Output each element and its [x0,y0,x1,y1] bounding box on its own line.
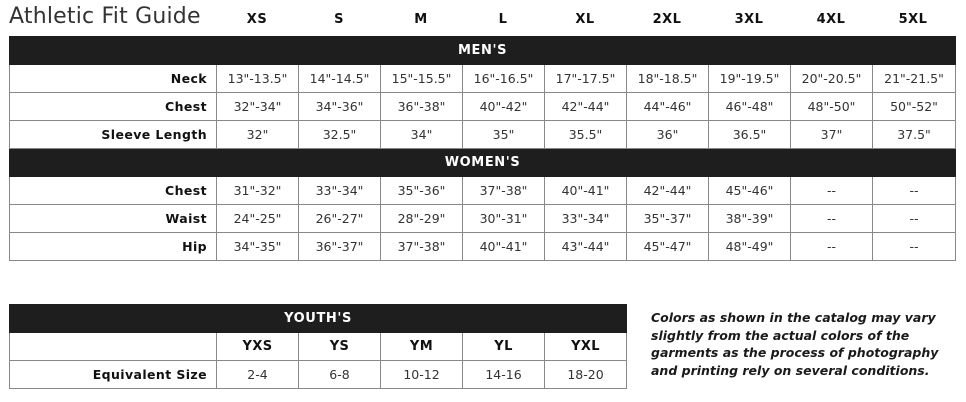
table-cell: 30"-31" [463,205,545,233]
size-header: XL [575,12,595,27]
page-title: Athletic Fit Guide [9,4,201,29]
size-header: YXS [217,333,299,361]
table-cell: 14"-14.5" [299,65,381,93]
size-header: L [498,12,508,27]
size-header: 4XL [816,12,846,27]
table-cell: 17"-17.5" [545,65,627,93]
color-disclaimer-note: Colors as shown in the catalog may vary slightly from the actual colors of the garments as the process of photography and printing rely on several conditions. [651,310,939,378]
table-row [10,361,627,389]
table-cell: 45"-47" [627,233,709,261]
table-cell: 37" [791,121,873,149]
table-cell: 40"-42" [463,93,545,121]
size-header: S [334,12,344,27]
table-cell: -- [791,233,873,261]
table-cell: 21"-21.5" [873,65,956,93]
table-row [10,233,956,261]
table-cell: 34" [381,121,463,149]
table-cell: 36"-37" [299,233,381,261]
youth-size-header-row [10,333,627,361]
table-cell: 38"-39" [709,205,791,233]
mens-heading: MEN'S [10,37,956,65]
table-cell: 14-16 [463,361,545,389]
table-cell: 26"-27" [299,205,381,233]
youth-section-header [10,305,627,333]
table-cell: -- [791,177,873,205]
table-cell: 34"-35" [217,233,299,261]
table-cell: 37"-38" [381,233,463,261]
table-cell: 16"-16.5" [463,65,545,93]
table-cell: 35"-36" [381,177,463,205]
table-cell: 35"-37" [627,205,709,233]
table-cell: 18-20 [545,361,627,389]
table-cell: 10-12 [381,361,463,389]
table-cell: -- [791,205,873,233]
size-header: M [414,12,428,27]
row-label: Sleeve Length [10,121,217,149]
size-header: 2XL [652,12,682,27]
youth-heading: YOUTH'S [10,305,627,333]
size-header: YS [299,333,381,361]
table-cell: 33"-34" [545,205,627,233]
table-cell: 28"-29" [381,205,463,233]
table-cell: 15"-15.5" [381,65,463,93]
table-cell: 45"-46" [709,177,791,205]
womens-section-header [10,149,956,177]
table-cell: 48"-49" [709,233,791,261]
size-header: 5XL [898,12,928,27]
table-cell: 32" [217,121,299,149]
size-header: YL [463,333,545,361]
row-label: Waist [10,205,217,233]
table-cell: 36" [627,121,709,149]
row-label: Hip [10,233,217,261]
row-label: Equivalent Size [10,361,217,389]
table-cell: 40"-41" [463,233,545,261]
row-label: Chest [10,177,217,205]
row-label: Chest [10,93,217,121]
size-header: YXL [545,333,627,361]
size-header: YM [381,333,463,361]
table-cell: 36.5" [709,121,791,149]
table-cell: 50"-52" [873,93,956,121]
table-row [10,121,956,149]
table-cell: 44"-46" [627,93,709,121]
table-cell: 19"-19.5" [709,65,791,93]
table-cell: -- [873,233,956,261]
table-cell: -- [873,205,956,233]
table-cell: 34"-36" [299,93,381,121]
table-row [10,93,956,121]
table-cell: 35" [463,121,545,149]
table-cell: 31"-32" [217,177,299,205]
size-header: XS [246,12,268,27]
table-cell: 32"-34" [217,93,299,121]
table-cell: 32.5" [299,121,381,149]
table-cell: 35.5" [545,121,627,149]
adult-size-table [9,36,956,261]
table-row [10,205,956,233]
table-cell: 18"-18.5" [627,65,709,93]
table-row [10,177,956,205]
table-cell: 6-8 [299,361,381,389]
table-cell: 37"-38" [463,177,545,205]
table-cell: 13"-13.5" [217,65,299,93]
table-cell: 42"-44" [627,177,709,205]
table-cell: 20"-20.5" [791,65,873,93]
table-cell: 36"-38" [381,93,463,121]
table-cell: 46"-48" [709,93,791,121]
table-cell: 48"-50" [791,93,873,121]
mens-section-header [10,37,956,65]
table-cell: 43"-44" [545,233,627,261]
table-cell: 37.5" [873,121,956,149]
table-cell: 24"-25" [217,205,299,233]
table-cell: 2-4 [217,361,299,389]
table-cell: 33"-34" [299,177,381,205]
blank-cell [10,333,217,361]
table-cell: 42"-44" [545,93,627,121]
table-cell: 40"-41" [545,177,627,205]
size-header: 3XL [734,12,764,27]
womens-heading: WOMEN'S [10,149,956,177]
table-row [10,65,956,93]
youth-size-table [9,304,627,389]
size-header-row [216,12,954,32]
table-cell: -- [873,177,956,205]
row-label: Neck [10,65,217,93]
